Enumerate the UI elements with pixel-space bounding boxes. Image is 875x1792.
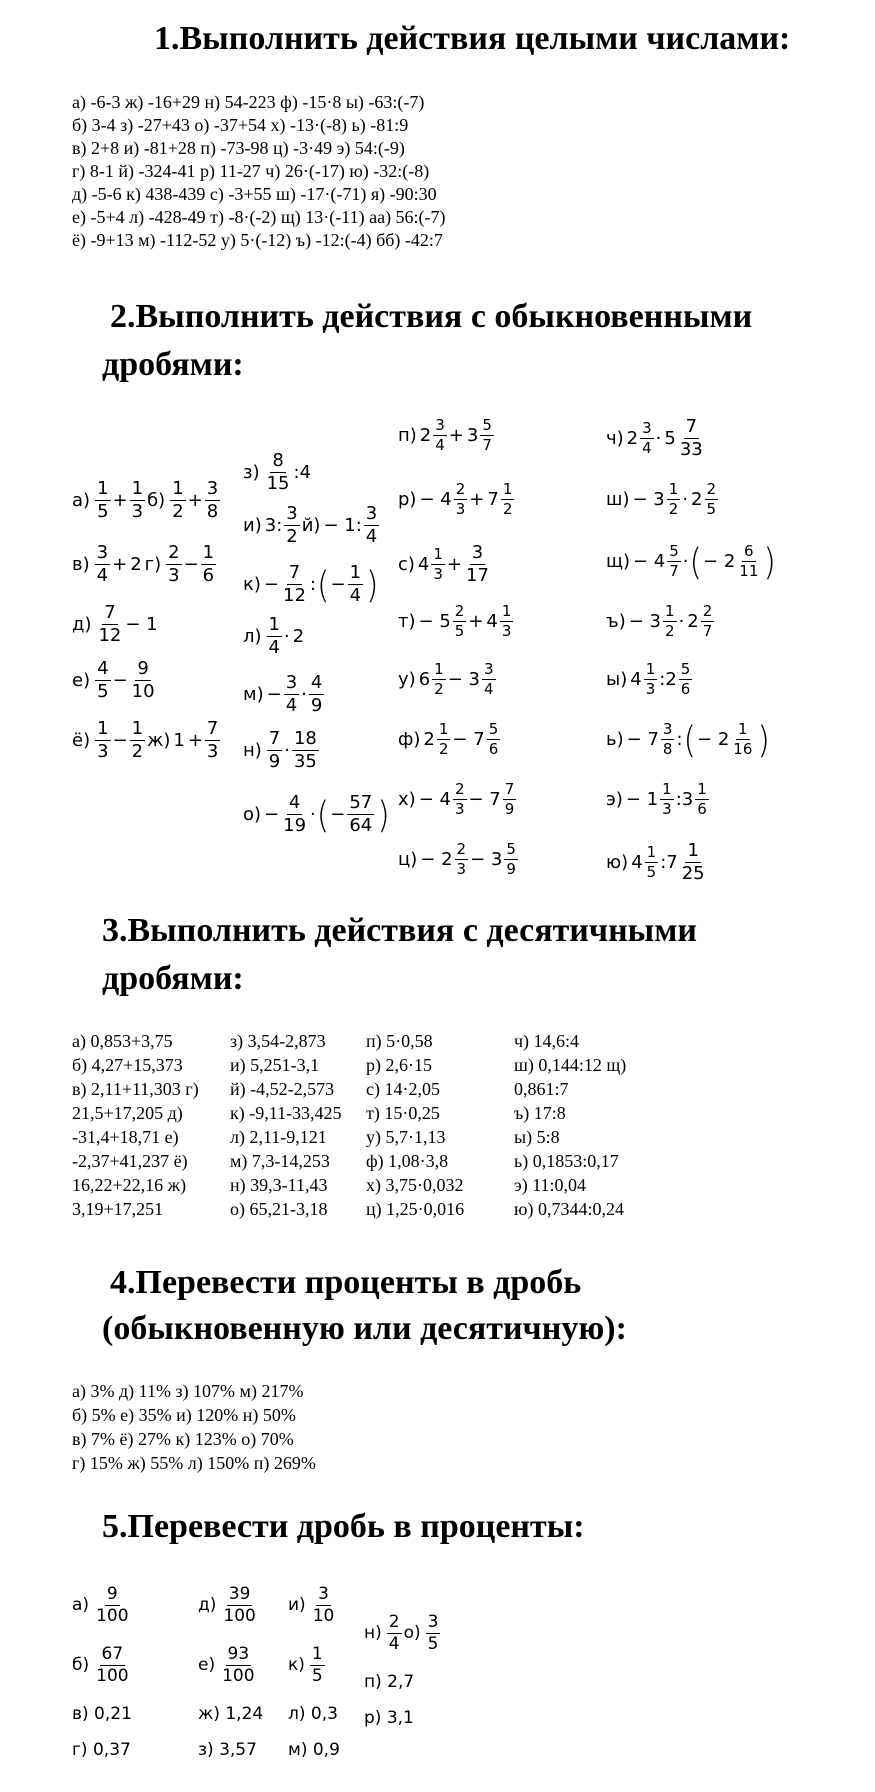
exercise-item: в) 2,11+11,303 г) [72, 1079, 199, 1099]
exercise-item: 3,19+17,251 [72, 1199, 164, 1219]
exercise-item: к) -9,11-33,425 [230, 1103, 342, 1123]
fraction-expression: с) 4 1 3 + $\frac{3}{17}$ [398, 542, 489, 586]
fraction-expression: з) 8 15 : 4 [243, 450, 312, 494]
exercise-row: б) 5% е) 35% и) 120% н) 50% [72, 1405, 296, 1425]
exercise-item: ш) 0,144:12 щ) [514, 1055, 627, 1075]
exercise-row: а) -6-3 ж) -16+29 н) 54-223 ф) -15·8 ы) -63:(-7) [72, 92, 425, 112]
exercise-item: х) 3,75·0,032 [366, 1175, 464, 1195]
fraction-expression: у) 6 1 2 − 3 3 4 [398, 660, 494, 698]
exercise-item: ы) 5:8 [514, 1127, 560, 1147]
exercise-item: -2,37+41,237 ё) [72, 1151, 188, 1171]
fraction-expression: в) 3 4 + 2 г) 2 3 − $\frac{1}{6}$ [72, 542, 215, 586]
exercise-item: н) 39,3-11,43 [230, 1175, 328, 1195]
fraction-expression: з) 3,57 [198, 1740, 257, 1760]
fraction-expression: ж) 1,24 [198, 1704, 264, 1724]
heading-3-continued: дробями: [102, 960, 244, 997]
exercise-item: ъ) 17:8 [514, 1103, 566, 1123]
fraction-expression: л) 0,3 [288, 1704, 338, 1724]
fraction-expression: ъ) − 3 1 2 · 2 2 7 [606, 602, 713, 640]
exercise-item: у) 5,7·1,13 [366, 1127, 446, 1147]
fraction-expression: а) 9 100 [72, 1584, 129, 1626]
fraction-expression: б) 67 100 [72, 1644, 129, 1686]
fraction-expression: т) − 5 2 5 + 4 1 3 [398, 602, 512, 640]
fraction-expression: н) 7 9 · 18 35 [243, 728, 317, 772]
exercise-item: ф) 1,08·3,8 [366, 1151, 449, 1171]
exercise-item: ч) 14,6:4 [514, 1031, 580, 1051]
fraction-expression: щ) − 4 5 7 · ( − 2 6 11 ) [606, 539, 776, 584]
exercise-item: 0,861:7 [514, 1079, 569, 1099]
fraction-expression: е) 4 5 − $\frac{9}{10}$ [72, 658, 155, 702]
exercise-item: т) 15·0,25 [366, 1103, 440, 1123]
exercise-item: ю) 0,7344:0,24 [514, 1199, 624, 1219]
fraction-expression: м) − $\frac{3}{4}$ · 4 9 [243, 672, 323, 716]
exercise-row: в) 2+8 и) -81+28 п) -73-98 ц) -3·49 э) 54:(-9) [72, 138, 405, 158]
fraction-expression: л) 1 4 · 2 [243, 614, 305, 658]
exercise-row: ё) -9+13 м) -112-52 у) 5·(-12) ъ) -12:(-4) бб) -42:7 [72, 230, 443, 250]
fraction-expression: р) − 4 2 3 + 7 1 2 [398, 480, 513, 518]
fraction-expression: ч) 2 3 4 · 5 7 33 [606, 416, 703, 460]
exercise-item: с) 14·2,05 [366, 1079, 440, 1099]
exercise-row: а) 3% д) 11% з) 107% м) 217% [72, 1381, 304, 1401]
fraction-expression: к) 1 5 [288, 1644, 323, 1686]
exercise-row: в) 7% ё) 27% к) 123% о) 70% [72, 1429, 294, 1449]
exercise-item: э) 11:0,04 [514, 1175, 587, 1195]
exercise-item: л) 2,11-9,121 [230, 1127, 327, 1147]
fraction-expression: ц) − 2 2 3 − 3 5 9 [398, 840, 516, 878]
fraction-expression: д) 39 100 [198, 1584, 256, 1626]
heading-4: 4.Перевести проценты в дробь [110, 1264, 582, 1301]
fraction-expression: д) 7 12 − 1 [72, 602, 158, 646]
fraction-expression: н) 2 4 о) 3 5 [364, 1612, 439, 1654]
fraction-expression: ы) 4 1 3 : 2 5 6 [606, 660, 691, 698]
fraction-expression: ё) 1 3 − $\frac{1}{2}$ ж) 1 + $\frac{7}{3}$ [72, 718, 219, 762]
fraction-expression: э) − 1 1 3 : 3 1 6 [606, 780, 707, 818]
fraction-expression: ш) − 3 1 2 · 2 2 5 [606, 480, 717, 518]
fraction-expression: и) 3 10 [288, 1584, 335, 1626]
exercise-item: а) 0,853+3,75 [72, 1031, 173, 1051]
fraction-expression: п) 2 3 4 + 3 5 7 [398, 416, 492, 454]
exercise-item: м) 7,3-14,253 [230, 1151, 330, 1171]
fraction-expression: е) 93 100 [198, 1644, 255, 1686]
exercise-item: ц) 1,25·0,016 [366, 1199, 465, 1219]
heading-5: 5.Перевести дробь в проценты: [102, 1508, 585, 1545]
exercise-row: е) -5+4 л) -428-49 т) -8·(-2) щ) 13·(-11) аа) 56:(-7) [72, 207, 446, 227]
exercise-item: з) 3,54-2,873 [230, 1031, 326, 1051]
fraction-expression: м) 0,9 [288, 1740, 340, 1760]
fraction-expression: и) 3 : 3 2 й) − 1 : 3 4 [243, 503, 378, 547]
exercise-item: б) 4,27+15,373 [72, 1055, 183, 1075]
fraction-expression: а) 1 5 + $\frac{1}{3}$ б) 1 2 + $\frac{3}{8}$ [72, 478, 219, 522]
fraction-expression: в) 0,21 [72, 1704, 132, 1724]
exercise-item: й) -4,52-2,573 [230, 1079, 335, 1099]
fraction-expression: х) − 4 2 3 − 7 7 9 [398, 780, 515, 818]
fraction-expression: г) 0,37 [72, 1740, 131, 1760]
heading-3: 3.Выполнить действия с десятичными [102, 912, 697, 949]
exercise-row: д) -5-6 к) 438-439 с) -3+55 ш) -17·(-71) я) -90:30 [72, 184, 437, 204]
exercise-item: 21,5+17,205 д) [72, 1103, 183, 1123]
exercise-item: 16,22+22,16 ж) [72, 1175, 187, 1195]
fraction-expression: п) 2,7 [364, 1672, 415, 1692]
exercise-item: и) 5,251-3,1 [230, 1055, 320, 1075]
fraction-expression: о) − $\frac{4}{19}$ · ( − $\frac{57}{64}$ ) [243, 792, 390, 837]
exercise-row: б) 3-4 з) -27+43 о) -37+54 х) -13·(-8) ь) -81:9 [72, 115, 409, 135]
exercise-item: о) 65,21-3,18 [230, 1199, 328, 1219]
exercise-row: г) 15% ж) 55% л) 150% п) 269% [72, 1453, 316, 1473]
exercise-item: р) 2,6·15 [366, 1055, 432, 1075]
fraction-expression: р) 3,1 [364, 1708, 414, 1728]
fraction-expression: ф) 2 1 2 − 7 5 6 [398, 720, 499, 758]
heading-4-continued: (обыкновенную или десятичную): [102, 1310, 627, 1347]
heading-2: 2.Выполнить действия с обыкновенными [110, 298, 753, 335]
exercise-row: г) 8-1 й) -324-41 р) 11-27 ч) 26·(-17) ю) -32:(-8) [72, 161, 430, 181]
fraction-expression: к) − $\frac{7}{12}$ : ( − $\frac{1}{4}$ ) [243, 562, 379, 607]
exercise-item: ь) 0,1853:0,17 [514, 1151, 619, 1171]
exercise-item: -31,4+18,71 е) [72, 1127, 179, 1147]
heading-2-continued: дробями: [102, 346, 244, 383]
fraction-expression: ю) 4 1 5 : 7 1 25 [606, 840, 705, 884]
heading-1: 1.Выполнить действия целыми числами: [154, 20, 791, 57]
fraction-expression: ь) − 7 3 8 : ( − 2 1 16 ) [606, 717, 770, 762]
exercise-item: п) 5·0,58 [366, 1031, 433, 1051]
